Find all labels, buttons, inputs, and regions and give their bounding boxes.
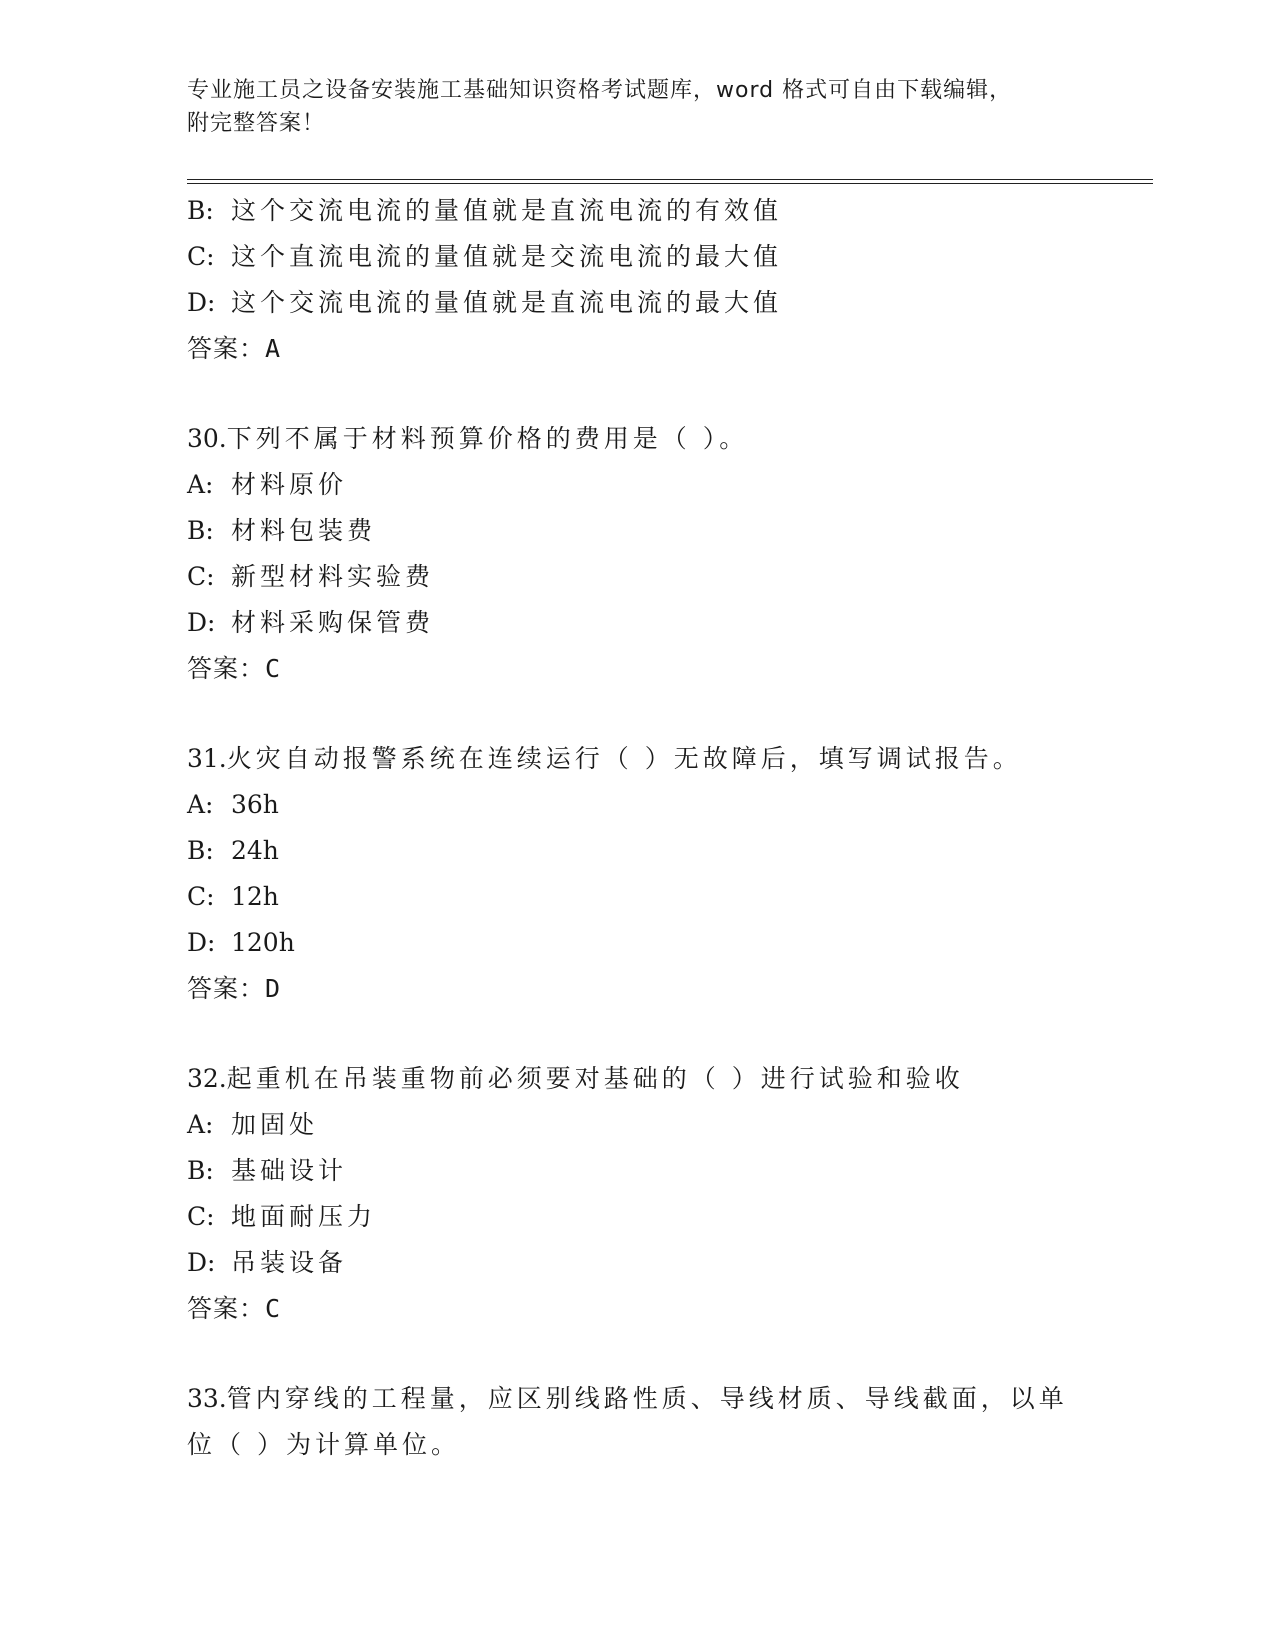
answer-label: 答案： xyxy=(187,1294,266,1323)
option-c xyxy=(187,234,1147,280)
question-33 xyxy=(187,1376,1147,1468)
option-letter: A: xyxy=(187,470,214,499)
option-letter: A: xyxy=(187,1110,214,1139)
option-text: 吊装设备 xyxy=(231,1248,348,1277)
option-text: 加固处 xyxy=(231,1110,319,1139)
option-text: 新型材料实验费 xyxy=(231,562,435,591)
question-31 xyxy=(187,736,1147,1012)
header-divider-top xyxy=(187,179,1153,180)
option-letter: C: xyxy=(187,242,215,271)
option-b xyxy=(187,828,1147,874)
option-d xyxy=(187,1240,1147,1286)
question-text-line xyxy=(187,736,1147,782)
option-letter: D: xyxy=(187,1248,216,1277)
question-text: 下列不属于材料预算价格的费用是（ ）。 xyxy=(226,424,749,453)
option-c xyxy=(187,874,1147,920)
option-text: 材料采购保管费 xyxy=(231,608,435,637)
question-text-line xyxy=(187,1376,1147,1422)
option-text: 基础设计 xyxy=(231,1156,348,1185)
question-text-line-2 xyxy=(187,1422,1147,1468)
answer-value: C xyxy=(265,1294,282,1323)
option-text: 120h xyxy=(231,928,295,957)
option-d xyxy=(187,600,1147,646)
question-number: 32. xyxy=(187,1064,227,1093)
answer-line xyxy=(187,1286,1147,1332)
option-text: 这个交流电流的量值就是直流电流的有效值 xyxy=(231,196,783,225)
option-a xyxy=(187,1102,1147,1148)
question-30 xyxy=(187,416,1147,692)
option-letter: B: xyxy=(187,196,214,225)
option-letter: C: xyxy=(187,1202,215,1231)
option-text: 材料原价 xyxy=(231,470,348,499)
answer-label: 答案： xyxy=(187,974,266,1003)
option-d xyxy=(187,920,1147,966)
option-a xyxy=(187,782,1147,828)
option-c xyxy=(187,1194,1147,1240)
option-a xyxy=(187,462,1147,508)
option-text: 地面耐压力 xyxy=(231,1202,377,1231)
answer-line xyxy=(187,326,1147,372)
question-number: 31. xyxy=(187,744,227,773)
option-letter: D: xyxy=(187,928,216,957)
option-d xyxy=(187,280,1147,326)
question-text: 火灾自动报警系统在连续运行（ ）无故障后，填写调试报告。 xyxy=(226,744,1022,773)
header-divider-bottom xyxy=(187,183,1153,184)
answer-value: A xyxy=(265,334,282,363)
option-b xyxy=(187,508,1147,554)
answer-line xyxy=(187,966,1147,1012)
header-line-1: 专业施工员之设备安装施工基础知识资格考试题库，word 格式可自由下载编辑， xyxy=(187,78,1013,103)
answer-label: 答案： xyxy=(187,654,266,683)
option-text: 12h xyxy=(231,882,279,911)
option-c xyxy=(187,554,1147,600)
option-letter: C: xyxy=(187,562,215,591)
question-text-continued: 位（ ）为计算单位。 xyxy=(187,1430,460,1459)
option-b xyxy=(187,1148,1147,1194)
option-letter: B: xyxy=(187,836,214,865)
option-text: 24h xyxy=(231,836,279,865)
answer-label: 答案： xyxy=(187,334,266,363)
option-text: 这个交流电流的量值就是直流电流的最大值 xyxy=(231,288,783,317)
option-letter: C: xyxy=(187,882,215,911)
answer-line xyxy=(187,646,1147,692)
option-letter: B: xyxy=(187,516,214,545)
option-b xyxy=(187,188,1147,234)
question-text: 起重机在吊装重物前必须要对基础的（ ）进行试验和验收 xyxy=(226,1064,964,1093)
option-text: 这个直流电流的量值就是交流电流的最大值 xyxy=(231,242,783,271)
option-letter: A: xyxy=(187,790,214,819)
question-text-line xyxy=(187,1056,1147,1102)
question-list xyxy=(187,188,1147,1468)
option-letter: B: xyxy=(187,1156,214,1185)
option-text: 36h xyxy=(231,790,279,819)
question-number: 33. xyxy=(187,1384,227,1413)
document-header xyxy=(187,74,1087,140)
question-32 xyxy=(187,1056,1147,1332)
question-text-line xyxy=(187,416,1147,462)
answer-value: D xyxy=(265,974,282,1003)
option-letter: D: xyxy=(187,608,216,637)
question-number: 30. xyxy=(187,424,227,453)
answer-value: C xyxy=(265,654,282,683)
header-line-2: 附完整答案！ xyxy=(187,111,326,136)
option-letter: D: xyxy=(187,288,216,317)
option-text: 材料包装费 xyxy=(231,516,377,545)
question-text: 管内穿线的工程量，应区别线路性质、导线材质、导线截面，以单 xyxy=(226,1384,1068,1413)
question-29-continued xyxy=(187,188,1147,372)
